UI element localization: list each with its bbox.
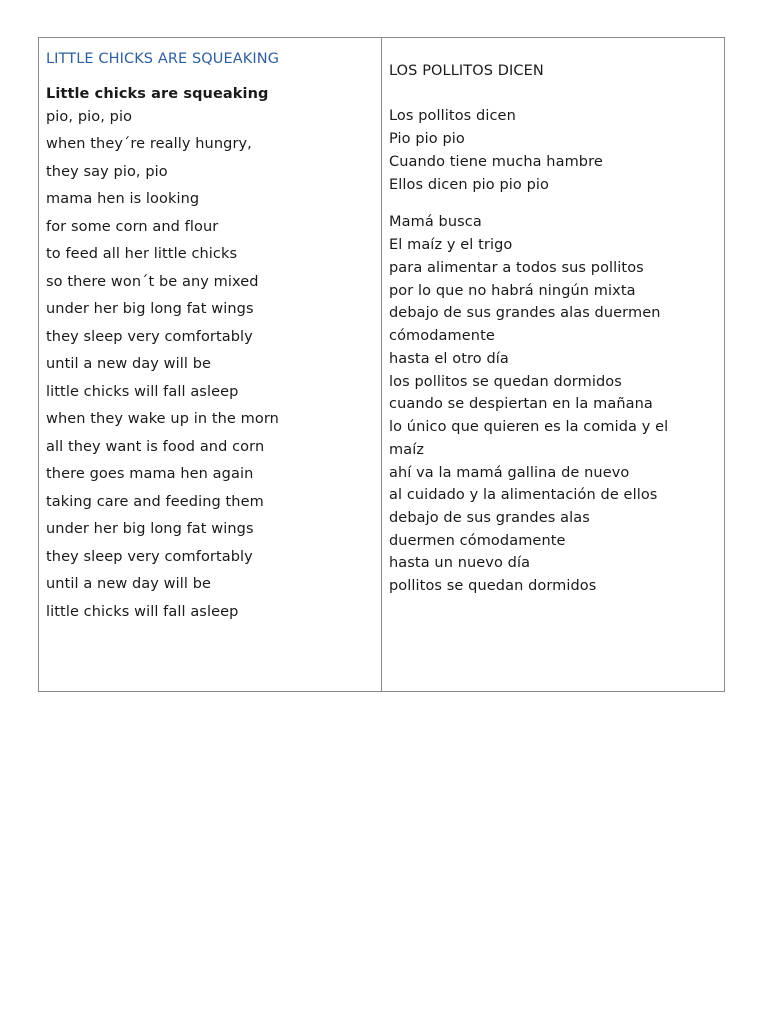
spanish-line: Los pollitos dicen xyxy=(389,108,516,124)
spanish-line: Cuando tiene mucha hambre xyxy=(389,154,603,170)
english-line: taking care and feeding them xyxy=(46,494,264,510)
english-line: they say pio, pio xyxy=(46,164,168,180)
english-line: they sleep very comfortably xyxy=(46,549,253,565)
english-line: all they want is food and corn xyxy=(46,439,265,455)
english-line: until a new day will be xyxy=(46,576,212,592)
spanish-line: El maíz y el trigo xyxy=(389,237,513,253)
spanish-line: al cuidado y la alimentación de ellos xyxy=(389,487,658,503)
spanish-line: maíz xyxy=(389,442,425,458)
spanish-line: Ellos dicen pio pio pio xyxy=(389,177,550,193)
english-line: mama hen is looking xyxy=(46,191,200,207)
english-line: they sleep very comfortably xyxy=(46,329,253,345)
spanish-line: hasta un nuevo día xyxy=(389,555,531,571)
english-line: when they´re really hungry, xyxy=(46,136,252,152)
spanish-line: ahí va la mamá gallina de nuevo xyxy=(389,465,630,481)
spanish-line: hasta el otro día xyxy=(389,351,509,367)
english-line: until a new day will be xyxy=(46,356,212,372)
spanish-line: cuando se despiertan en la mañana xyxy=(389,396,653,412)
song-table xyxy=(38,37,725,692)
english-line: little chicks will fall asleep xyxy=(46,604,239,620)
spanish-line: para alimentar a todos sus pollitos xyxy=(389,260,644,276)
spanish-line: Mamá busca xyxy=(389,214,482,230)
english-line: little chicks will fall asleep xyxy=(46,384,239,400)
english-line: for some corn and flour xyxy=(46,219,219,235)
english-line: when they wake up in the morn xyxy=(46,411,279,427)
spanish-line: debajo de sus grandes alas duermen xyxy=(389,305,661,321)
spanish-line: duermen cómodamente xyxy=(389,533,566,549)
english-first-line: Little chicks are squeaking xyxy=(46,86,269,102)
spanish-line: lo único que quieren es la comida y el xyxy=(389,419,669,435)
english-line: so there won´t be any mixed xyxy=(46,274,259,290)
spanish-line: debajo de sus grandes alas xyxy=(389,510,590,526)
english-line: under her big long fat wings xyxy=(46,301,254,317)
spanish-line: pollitos se quedan dormidos xyxy=(389,578,597,594)
english-line: under her big long fat wings xyxy=(46,521,254,537)
spanish-title: LOS POLLITOS DICEN xyxy=(389,63,544,79)
spanish-line: por lo que no habrá ningún mixta xyxy=(389,283,636,299)
english-title: LITTLE CHICKS ARE SQUEAKING xyxy=(46,51,280,67)
english-line: pio, pio, pio xyxy=(46,109,133,125)
spanish-line: cómodamente xyxy=(389,328,495,344)
column-divider xyxy=(381,38,382,691)
spanish-line: Pio pio pio xyxy=(389,131,465,147)
english-line: to feed all her little chicks xyxy=(46,246,238,262)
spanish-line: los pollitos se quedan dormidos xyxy=(389,374,622,390)
english-line: there goes mama hen again xyxy=(46,466,254,482)
